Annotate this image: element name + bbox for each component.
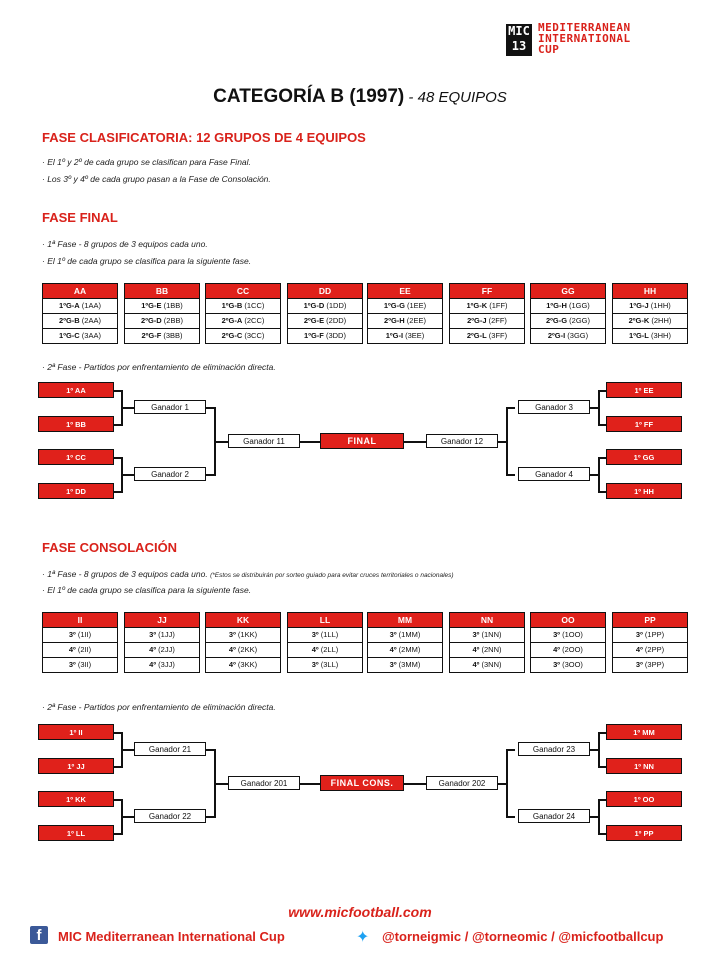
final-semi-left: Ganador 11 (228, 434, 300, 448)
group-row-position: 1ºG-L (629, 331, 649, 340)
bracket-line (497, 783, 507, 785)
group-row-code: (1OO) (560, 630, 583, 639)
group-row (125, 658, 199, 672)
group-header: CC (206, 284, 280, 299)
group-row-position: 1ºG-I (385, 331, 404, 340)
bracket-line (590, 474, 599, 476)
group-row-code: (3JJ) (156, 660, 175, 669)
group-row-position: 1ºG-E (141, 301, 162, 310)
logo-mark: MIC 13 (506, 24, 532, 56)
final-team-right: 1º HH (606, 483, 682, 499)
group-row-position: 1ºG-C (59, 331, 80, 340)
group-row (368, 314, 442, 329)
group-header: DD (288, 284, 362, 299)
bracket-line (121, 749, 134, 751)
group-row (125, 299, 199, 314)
note-consolacion-1-text: · 1ª Fase - 8 grupos de 3 equipos cada uno. (42, 569, 211, 579)
group-row (288, 314, 362, 329)
group-row (613, 658, 687, 672)
final-winner-right: Ganador 4 (518, 467, 590, 481)
group-row-code: (1II) (75, 630, 92, 639)
bracket-line (404, 783, 426, 785)
group-row-position: 3º (553, 630, 560, 639)
group-row-code: (1NN) (479, 630, 502, 639)
group-row (531, 299, 605, 314)
group-row (531, 658, 605, 672)
group-row (288, 643, 362, 658)
group-row-code: (1HH) (648, 301, 671, 310)
cons-group-ii (42, 612, 118, 673)
group-row-code: (2OO) (560, 645, 583, 654)
group-row-position: 2ºG-H (384, 316, 405, 325)
group-row-position: 2ºG-E (303, 316, 325, 325)
group-row (206, 299, 280, 314)
title-main: CATEGORÍA B (1997) (213, 86, 405, 107)
group-row-code: (2LL) (318, 645, 339, 654)
final-winner-left: Ganador 2 (134, 467, 206, 481)
cons-semi-right: Ganador 202 (426, 776, 498, 790)
note-clasificatoria-1: · El 1º y 2º de cada grupo se clasifican para Fase Final. (42, 157, 251, 167)
group-row-position: 4º (149, 645, 157, 654)
group-row-position: 4º (553, 645, 560, 654)
group-row-position: 3º (472, 630, 480, 639)
final-semi-right: Ganador 12 (426, 434, 498, 448)
group-row (450, 628, 524, 643)
final-team-left: 1º AA (38, 382, 114, 398)
title-sub: - 48 EQUIPOS (404, 89, 507, 106)
group-row-position: 3º (68, 630, 76, 639)
note-consolacion-1-small: (*Estos se distribuirán por sorteo guiado para evitar cruces territoriales o nacionales) (210, 572, 454, 579)
group-row-position: 4º (149, 660, 157, 669)
group-row (206, 658, 280, 672)
final-team-right: 1º FF (606, 416, 682, 432)
cons-team-left: 1º KK (38, 791, 114, 807)
group-row-position: 3º (389, 630, 397, 639)
group-header: PP (613, 613, 687, 628)
group-header: AA (43, 284, 117, 299)
group-row-position: 3º (68, 660, 76, 669)
group-row (450, 314, 524, 329)
group-row-code: (1BB) (161, 301, 183, 310)
group-row (450, 643, 524, 658)
bracket-line (590, 816, 599, 818)
group-row-code: (1CC) (242, 301, 265, 310)
group-row (288, 299, 362, 314)
group-row-code: (2MM) (396, 645, 421, 654)
group-row-position: 2ºG-K (628, 316, 650, 325)
note-consolacion-2: · El 1º de cada grupo se clasifica para la siguiente fase. (42, 585, 252, 595)
cons-winner-right: Ganador 24 (518, 809, 590, 823)
group-row-position: 3º (635, 660, 643, 669)
group-row (368, 628, 442, 643)
group-row-code: (3OO) (560, 660, 583, 669)
bracket-line (590, 407, 599, 409)
group-header: HH (613, 284, 687, 299)
group-header: NN (450, 613, 524, 628)
group-row-position: 3º (228, 630, 236, 639)
group-header: EE (368, 284, 442, 299)
group-row-code: (1LL) (318, 630, 339, 639)
cons-team-left: 1º LL (38, 825, 114, 841)
group-row (531, 643, 605, 658)
group-row (531, 628, 605, 643)
group-row-position: 2ºG-G (546, 316, 568, 325)
group-row (450, 299, 524, 314)
page-title (0, 86, 720, 108)
group-header: GG (531, 284, 605, 299)
group-header: JJ (125, 613, 199, 628)
group-row (43, 314, 117, 329)
group-row (206, 628, 280, 643)
final-group-bb (124, 283, 200, 344)
group-row-position: 1ºG-B (221, 301, 243, 310)
group-row-code: (1DD) (324, 301, 347, 310)
heading-fase-final: FASE FINAL (42, 210, 118, 225)
logo-text (538, 22, 631, 55)
cons-winner-right: Ganador 23 (518, 742, 590, 756)
final-final-box: FINAL (320, 433, 404, 449)
twitter-link[interactable]: @torneigmic / @torneomic / @micfootballcup (382, 929, 664, 944)
twitter-icon[interactable]: ✦ (356, 929, 370, 946)
note-clasificatoria-2: · Los 3º y 4º de cada grupo pasan a la Fase de Consolación. (42, 174, 271, 184)
group-row-position: 2ºG-A (221, 316, 243, 325)
bracket-line (404, 441, 426, 443)
bracket-line (590, 749, 599, 751)
group-row-position: 4º (472, 660, 480, 669)
group-row (613, 643, 687, 658)
group-row-position: 4º (472, 645, 480, 654)
note-consolacion-phase2: · 2ª Fase - Partidos por enfrentamiento de eliminación directa. (42, 702, 276, 712)
final-group-dd (287, 283, 363, 344)
group-row-code: (1MM) (396, 630, 421, 639)
group-row-position: 2ºG-I (547, 331, 566, 340)
group-header: LL (288, 613, 362, 628)
group-row-position: 4º (311, 645, 319, 654)
group-row-code: (3CC) (242, 331, 265, 340)
note-final-1: · 1ª Fase - 8 grupos de 3 equipos cada uno. (42, 239, 208, 249)
group-row (450, 658, 524, 672)
group-row-position: 3º (311, 630, 319, 639)
group-row (43, 329, 117, 343)
group-row-code: (2EE) (404, 316, 426, 325)
bracket-line (214, 783, 228, 785)
final-team-left: 1º CC (38, 449, 114, 465)
group-row-code: (1JJ) (156, 630, 175, 639)
mic-logo (506, 18, 658, 62)
cons-group-pp (612, 612, 688, 673)
group-row-code: (3KK) (235, 660, 258, 669)
cons-winner-left: Ganador 21 (134, 742, 206, 756)
group-row-code: (3LL) (318, 660, 339, 669)
group-row-position: 1ºG-J (629, 301, 649, 310)
group-row-code: (1AA) (79, 301, 101, 310)
group-row-code: (3II) (75, 660, 92, 669)
group-header: OO (531, 613, 605, 628)
group-row-code: (3NN) (479, 660, 502, 669)
cons-group-mm (367, 612, 443, 673)
group-row (613, 314, 687, 329)
group-row-position: 3º (311, 660, 319, 669)
final-team-left: 1º DD (38, 483, 114, 499)
group-header: FF (450, 284, 524, 299)
logo-line-2: INTERNATIONAL (538, 32, 631, 45)
cons-group-ll (287, 612, 363, 673)
group-row-position: 1ºG-K (466, 301, 488, 310)
bracket-line (121, 816, 134, 818)
group-row-position: 4º (635, 645, 643, 654)
group-row (43, 299, 117, 314)
group-row (368, 643, 442, 658)
heading-fase-clasificatoria: FASE CLASIFICATORIA: 12 GRUPOS DE 4 EQUIPOS (42, 130, 366, 145)
group-row (206, 314, 280, 329)
note-final-2: · El 1º de cada grupo se clasifica para la siguiente fase. (42, 256, 252, 266)
group-row-position: 1ºG-H (546, 301, 567, 310)
group-row-code: (1KK) (235, 630, 258, 639)
group-row-code: (2AA) (79, 316, 101, 325)
final-group-hh (612, 283, 688, 344)
group-row-position: 1ºG-F (304, 331, 324, 340)
group-row (531, 314, 605, 329)
final-winner-left: Ganador 1 (134, 400, 206, 414)
bracket-line (121, 474, 134, 476)
bracket-line (121, 407, 134, 409)
group-row-code: (3HH) (648, 331, 671, 340)
note-final-phase2: · 2ª Fase - Partidos por enfrentamiento de eliminación directa. (42, 362, 276, 372)
group-row-position: 4º (228, 645, 236, 654)
final-group-gg (530, 283, 606, 344)
group-row-position: 4º (228, 660, 236, 669)
group-row-position: 1ºG-G (383, 301, 405, 310)
group-row-position: 2ºG-B (59, 316, 80, 325)
group-row-code: (1GG) (566, 301, 590, 310)
cons-semi-left: Ganador 201 (228, 776, 300, 790)
final-team-left: 1º BB (38, 416, 114, 432)
group-row (288, 658, 362, 672)
cons-winner-left: Ganador 22 (134, 809, 206, 823)
group-header: MM (368, 613, 442, 628)
group-row-code: (2II) (75, 645, 92, 654)
bracket-line (214, 441, 228, 443)
logo-line-3: CUP (538, 43, 560, 56)
group-header: KK (206, 613, 280, 628)
group-row (368, 329, 442, 343)
group-row (206, 643, 280, 658)
group-row (613, 299, 687, 314)
group-row-code: (1EE) (404, 301, 427, 310)
heading-fase-consolacion: FASE CONSOLACIÓN (42, 540, 178, 555)
group-row-position: 4º (389, 645, 397, 654)
group-row (613, 628, 687, 643)
group-row (288, 628, 362, 643)
cons-group-nn (449, 612, 525, 673)
group-row (368, 299, 442, 314)
group-row-code: (3GG) (565, 331, 589, 340)
group-row-code: (3BB) (161, 331, 183, 340)
group-row-position: 2ºG-J (467, 316, 487, 325)
group-row-code: (2JJ) (156, 645, 175, 654)
group-header: BB (125, 284, 199, 299)
group-row-position: 2ºG-C (221, 331, 243, 340)
cons-team-right: 1º MM (606, 724, 682, 740)
group-row-code: (1FF) (487, 301, 508, 310)
group-row-position: 1ºG-A (59, 301, 80, 310)
group-row (125, 628, 199, 643)
cons-team-left: 1º II (38, 724, 114, 740)
group-row-code: (2HH) (649, 316, 672, 325)
group-row (531, 329, 605, 343)
group-row (368, 658, 442, 672)
group-row (125, 643, 199, 658)
logo-line-1: MEDITERRANEAN (538, 21, 631, 34)
group-row-code: (3AA) (79, 331, 101, 340)
group-row-code: (2CC) (242, 316, 265, 325)
final-group-ff (449, 283, 525, 344)
cons-group-oo (530, 612, 606, 673)
group-row-position: 2ºG-D (141, 316, 162, 325)
group-row (125, 314, 199, 329)
group-row-code: (2DD) (324, 316, 347, 325)
group-row (43, 628, 117, 643)
group-row (613, 329, 687, 343)
final-group-cc (205, 283, 281, 344)
group-row-code: (3EE) (403, 331, 425, 340)
group-row-code: (3FF) (486, 331, 508, 340)
group-row-code: (2GG) (567, 316, 590, 325)
group-row-code: (1PP) (642, 630, 665, 639)
group-row (43, 658, 117, 672)
website-link[interactable]: www.micfootball.com (288, 904, 432, 920)
cons-team-right: 1º NN (606, 758, 682, 774)
group-row (206, 329, 280, 343)
cons-team-left: 1º JJ (38, 758, 114, 774)
final-team-right: 1º GG (606, 449, 682, 465)
bracket-line (497, 441, 507, 443)
group-header: II (43, 613, 117, 628)
group-row (43, 643, 117, 658)
final-team-right: 1º EE (606, 382, 682, 398)
group-row-position: 3º (635, 630, 643, 639)
group-row-code: (3MM) (396, 660, 421, 669)
group-row-code: (2BB) (161, 316, 183, 325)
bracket-line (300, 783, 320, 785)
group-row-position: 3º (149, 630, 157, 639)
group-row (450, 329, 524, 343)
group-row-code: (2FF) (486, 316, 507, 325)
group-row (288, 329, 362, 343)
bracket-line (300, 441, 320, 443)
group-row-code: (3DD) (323, 331, 346, 340)
final-winner-right: Ganador 3 (518, 400, 590, 414)
facebook-link[interactable]: MIC Mediterranean International Cup (58, 929, 285, 944)
final-group-ee (367, 283, 443, 344)
cons-group-kk (205, 612, 281, 673)
group-row-position: 3º (389, 660, 397, 669)
group-row-position: 4º (68, 645, 76, 654)
group-row-code: (2KK) (235, 645, 258, 654)
cons-group-jj (124, 612, 200, 673)
group-row-position: 1ºG-D (303, 301, 325, 310)
cons-team-right: 1º PP (606, 825, 682, 841)
cons-final-box: FINAL CONS. (320, 775, 404, 791)
group-row (125, 329, 199, 343)
group-row-code: (3PP) (642, 660, 665, 669)
note-consolacion-1 (42, 569, 454, 579)
group-row-code: (2PP) (642, 645, 665, 654)
group-row-position: 3º (553, 660, 560, 669)
cons-team-right: 1º OO (606, 791, 682, 807)
final-group-aa (42, 283, 118, 344)
group-row-code: (2NN) (479, 645, 502, 654)
group-row-position: 2ºG-L (466, 331, 487, 340)
facebook-icon[interactable]: f (30, 926, 48, 944)
group-row-position: 2ºG-F (141, 331, 162, 340)
